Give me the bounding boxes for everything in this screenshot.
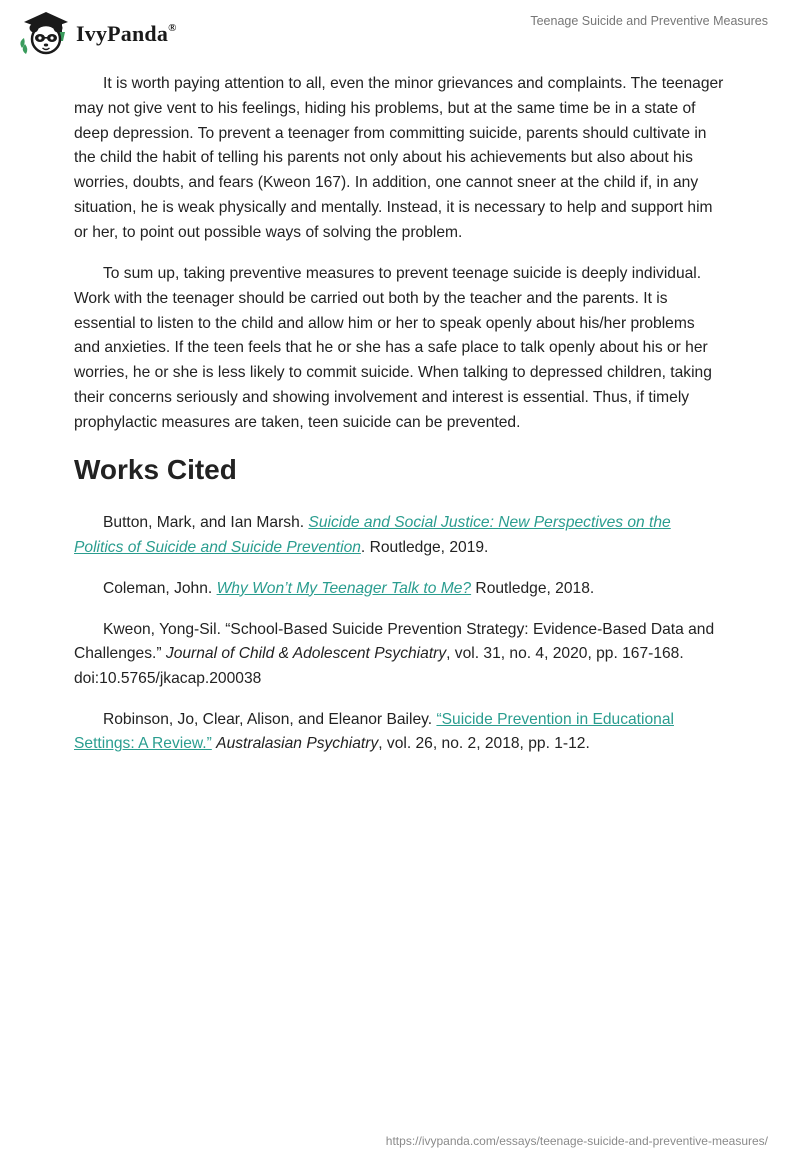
citation-authors: Kweon, Yong-Sil. “School-Based Suicide Prevention Strategy: Evidence-Based Data and Challenges.” <box>74 620 715 663</box>
citation-kweon <box>74 618 724 692</box>
citation-link[interactable]: “Suicide Prevention in Educational Settings: A Review.” <box>74 710 674 753</box>
source-url[interactable]: https://ivypanda.com/essays/teenage-suicide-and-preventive-measures/ <box>385 1134 768 1148</box>
document-title: Teenage Suicide and Preventive Measures <box>530 14 768 28</box>
works-cited-heading: Works Cited <box>74 454 237 486</box>
citation-authors: Robinson, Jo, Clear, Alison, and Eleanor Bailey. <box>103 710 437 728</box>
body-paragraph: To sum up, taking preventive measures to prevent teenage suicide is deeply individual. Work with the teenager should be carried out both by the teacher and the parents. It is essential to listen to the child and allow him or her to speak openly about his/her problems and anxieties. If the teen feels that he or she has a safe place to talk openly about his or her worries, he or she is less likely to commit suicide. When talking to depressed children, taking their concerns seriously and showing involvement and interest is essential. Thus, if timely prophylactic measures are taken, teen suicide can be prevented. <box>74 265 712 431</box>
registered-mark: ® <box>168 21 177 34</box>
citation-link[interactable]: Suicide and Social Justice: New Perspectives on the Politics of Suicide and Suicide Prevention <box>74 514 671 556</box>
ivypanda-logo[interactable] <box>16 8 177 56</box>
citation-journal: Journal of Child & Adolescent Psychiatry <box>165 645 447 663</box>
citation-details: , vol. 31, no. 4, 2020, pp. 167-168. doi:10.5765/jkacap.200038 <box>74 645 684 687</box>
citation-details: . Routledge, 2019. <box>360 538 489 556</box>
citation-robinson <box>74 708 724 757</box>
citation-authors: Coleman, John. <box>103 579 217 597</box>
citation-button-marsh <box>74 511 724 560</box>
citation-link[interactable]: Why Won’t My Teenager Talk to Me? <box>216 579 472 597</box>
brand-name: IvyPanda® <box>76 21 177 46</box>
essay-content <box>74 72 724 773</box>
page-header <box>0 0 800 60</box>
citation-details: Routledge, 2018. <box>471 579 595 597</box>
citation-journal: Australasian Psychiatry <box>216 735 379 753</box>
citation-coleman <box>74 577 724 602</box>
citation-authors: Button, Mark, and Ian Marsh. <box>103 514 309 532</box>
body-paragraph: It is worth paying attention to all, even the minor grievances and complaints. The teenager may not give vent to his feelings, hiding his problems, but at the same time be in a state of deep depression. To prevent a teenager from committing suicide, parents should cultivate in the child the habit of telling his parents not only about his achievements but also about his worries, doubts, and fears (Kweon 167). In addition, one cannot sneer at the child if, in any situation, he is weak physically and mentally. Instead, it is necessary to help and support him or her, to point out possible ways of solving the problem. <box>74 75 724 241</box>
citation-details: , vol. 26, no. 2, 2018, pp. 1-12. <box>378 735 590 753</box>
panda-graduate-icon <box>16 8 72 56</box>
